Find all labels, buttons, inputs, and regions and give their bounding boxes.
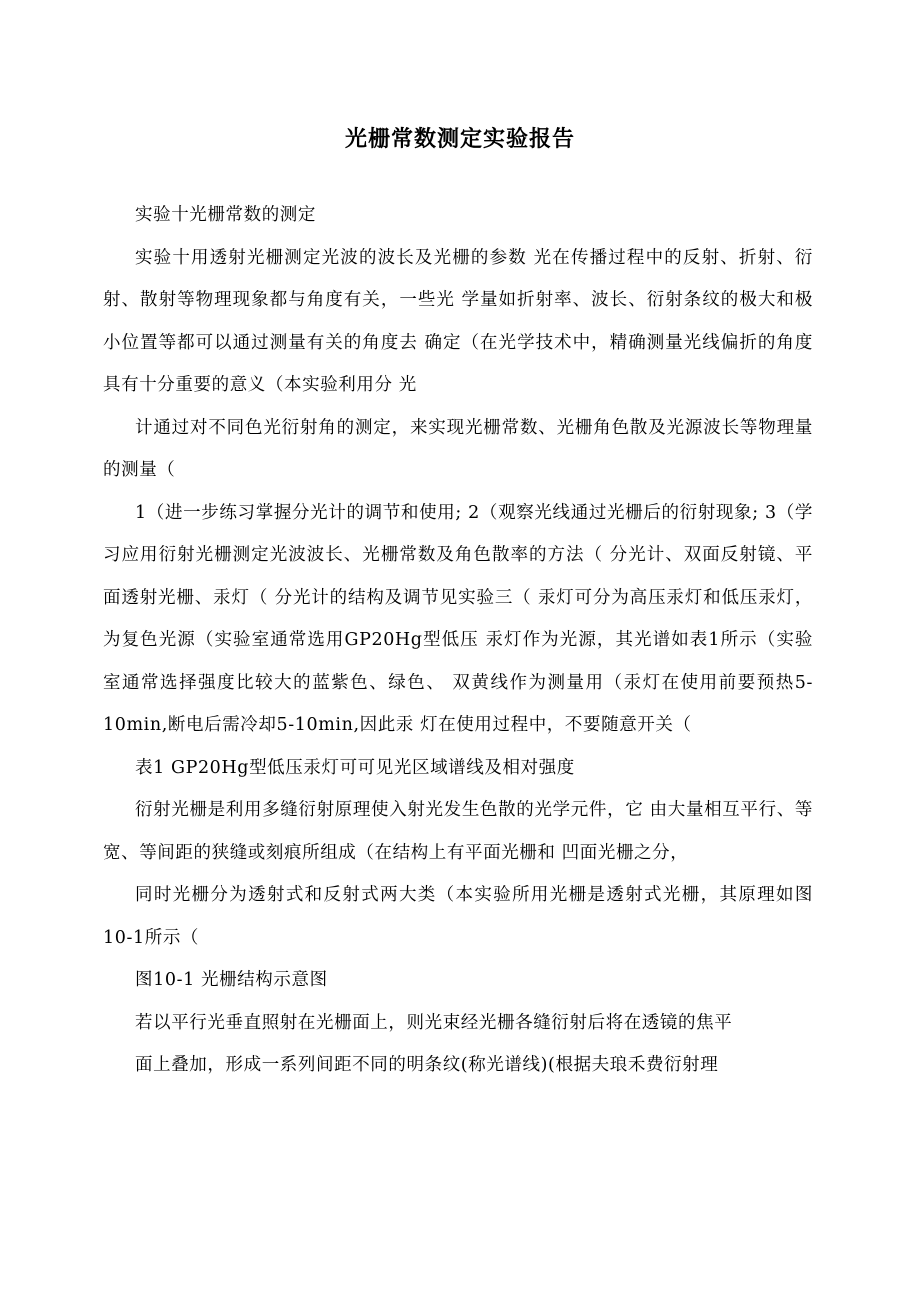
document-body [103,194,813,1087]
paragraph-principle-line-2: 面上叠加，形成一系列间距不同的明条纹(称光谱线)(根据夫琅禾费衍射理 [135,1055,719,1075]
paragraph-principle-line-1: 若以平行光垂直照射在光栅面上，则光束经光栅各缝衍射后将在透镜的焦平 [135,1012,733,1033]
paragraph-experiment-heading: 实验十光栅常数的测定 [135,205,316,225]
table-caption: 表1 GP20Hg型低压汞灯可可见光区域谱线及相对强度 [135,757,575,778]
paragraph-grating-types: 同时光栅分为透射式和反射式两大类（本实验所用光栅是透射式光栅，其原理如图10-1所示（ [103,885,813,948]
paragraph-objectives-and-equipment: 1（进一步练习掌握分光计的调节和使用; 2（观察光线通过光栅后的衍射现象; 3（学习应用衍射光栅测定光波波长、光栅常数及角色散率的方法（ 分光计、双面反射镜、平面透射光栅、汞灯（ 分光计的结构及调节见实验三（ 汞灯可分为高压汞灯和低压汞灯，为复色光源（实验室通常选用GP20Hg型低压 汞灯作为光源，其光谱如表1所示（实验室通常选择强度比较大的蓝紫色、绿色、 双黄线作为测量用（汞灯在使用前要预热5-10min,断电后需冷却5-10min,因此汞 灯在使用过程中，不要随意开关（ [103,502,813,735]
page-title: 光栅常数测定实验报告 [344,126,575,152]
paragraph-introduction: 实验十用透射光栅测定光波的波长及光栅的参数 光在传播过程中的反射、折射、衍射、散射等物理现象都与角度有关，一些光 学量如折射率、波长、衍射条纹的极大和极小位置等都可以通过测量有关的角度去 确定（在光学技术中，精确测量光线偏折的角度具有十分重要的意义（本实验利用分 光 [103,247,813,395]
figure-caption: 图10-1 光栅结构示意图 [135,970,328,990]
paragraph-purpose: 计通过对不同色光衍射角的测定，来实现光栅常数、光栅角色散及光源波长等物理量的测量（ [103,417,813,480]
paragraph-grating-definition: 衍射光栅是利用多缝衍射原理使入射光发生色散的光学元件，它 由大量相互平行、等宽、等间距的狭缝或刻痕所组成（在结构上有平面光栅和 凹面光栅之分， [103,800,813,863]
